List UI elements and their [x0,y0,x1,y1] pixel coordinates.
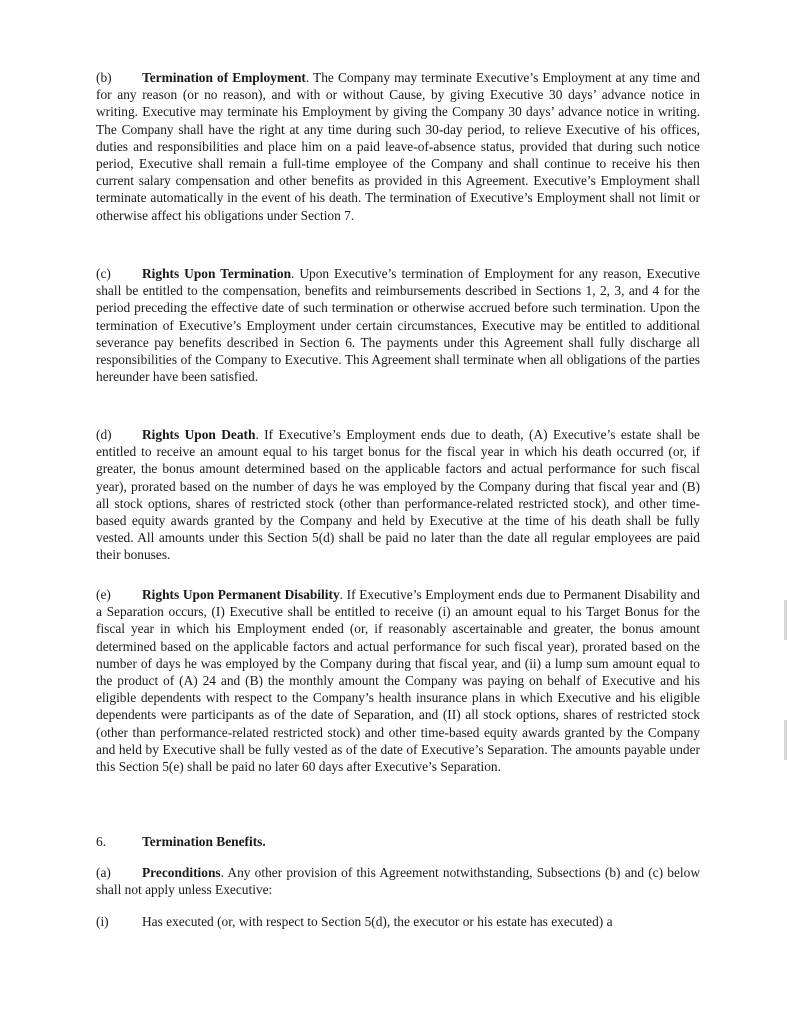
scan-edge-mark [784,600,787,640]
section-heading: Rights Upon Death [142,427,256,442]
section-heading: Termination Benefits. [142,834,266,849]
section-6-heading-line [96,833,700,850]
section-5b-paragraph [96,69,700,224]
section-body: . Upon Executive’s termination of Employment for any reason, Executive shall be entitled to the compensation, benefits and reimbursements described in Sections 1, 2, 3, and 4 for the period preceding the effective date of such termination or otherwise accrued before such termination. Upon the termination of Executive’s Employment under certain circumstances, Executive may be entitled to additional severance pay benefits described in Section 6. The payments under this Agreement shall fully discharge all responsibilities of the Company to Executive. This Agreement shall terminate when all obligations of the parties hereunder have been satisfied. [96,266,700,385]
section-label: (e) [96,587,111,602]
section-heading: Rights Upon Termination [142,266,292,281]
section-label: (d) [96,427,112,442]
section-heading: Preconditions [142,865,221,880]
section-label: 6. [96,834,107,849]
section-body: . If Executive’s Employment ends due to Permanent Disability and a Separation occurs, (I) Executive shall be entitled to receive (i) an amount equal to his Target Bonus for the fiscal year in which his Employment ended (or, if reasonably ascertainable and greater, the bonus amount determined based on the applicable factors and actual performance for such fiscal year), prorated based on the number of days he was employed by the Company during that fiscal year, and (ii) a lump sum amount equal to the product of (A) 24 and (B) the monthly amount the Company was paying on behalf of Executive and his eligible dependents with respect to the Company’s health insurance plans in which Executive and his eligible dependents were participants as of the date of Separation, and (II) all stock options, shares of restricted stock (other than performance-related restricted stock) and other time-based equity awards granted by the Company and held by Executive shall be fully vested as of the date of Executive’s Separation. The amounts payable under this Section 5(e) shall be paid no later 60 days after Executive’s Separation. [96,587,701,775]
section-heading: Termination of Employment [142,70,306,85]
section-label: (i) [96,914,109,929]
section-5d-paragraph [96,426,700,564]
section-label: (b) [96,70,112,85]
section-heading: Rights Upon Permanent Disability [142,587,340,602]
section-body: Has executed (or, with respect to Section 5(d), the executor or his estate has executed) a [142,914,613,929]
section-label: (a) [96,865,111,880]
scan-edge-mark [784,720,787,760]
section-body: . The Company may terminate Executive’s Employment at any time and for any reason (or no reason), and with or without Cause, by giving Executive 30 days’ advance notice in writing. Executive may terminate his Employment by giving the Company 30 days’ advance notice in writing. The Company shall have the right at any time during such 30-day period, to relieve Executive of his offices, duties and responsibilities and place him on a paid leave-of-absence status, provided that during such notice period, Executive shall remain a full-time employee of the Company and shall continue to receive his then current salary compensation and other benefits as provided in this Agreement. Executive’s Employment shall terminate automatically in the event of his death. The termination of Executive’s Employment shall not limit or otherwise affect his obligations under Section 7. [96,70,700,223]
section-body: . If Executive’s Employment ends due to death, (A) Executive’s estate shall be entitled to receive an amount equal to his target bonus for the fiscal year in which his death occurred (or, if greater, the bonus amount determined based on the applicable factors and actual performance for such fiscal year), prorated based on the number of days he was employed by the Company during that fiscal year and (B) all stock options, shares of restricted stock (other than performance-related restricted stock), and other time-based equity awards granted by the Company and held by Executive at the time of his death shall be fully vested. All amounts under this Section 5(d) shall be paid no later than the date all regular employees are paid their bonuses. [96,427,700,563]
section-5e-paragraph [96,586,700,775]
section-body: . Any other provision of this Agreement notwithstanding, Subsections (b) and (c) below shall not apply unless Executive: [96,865,700,898]
section-6a-paragraph [96,864,700,898]
section-label: (c) [96,266,111,281]
section-5c-paragraph [96,265,700,385]
section-6a-i-paragraph [96,913,700,930]
